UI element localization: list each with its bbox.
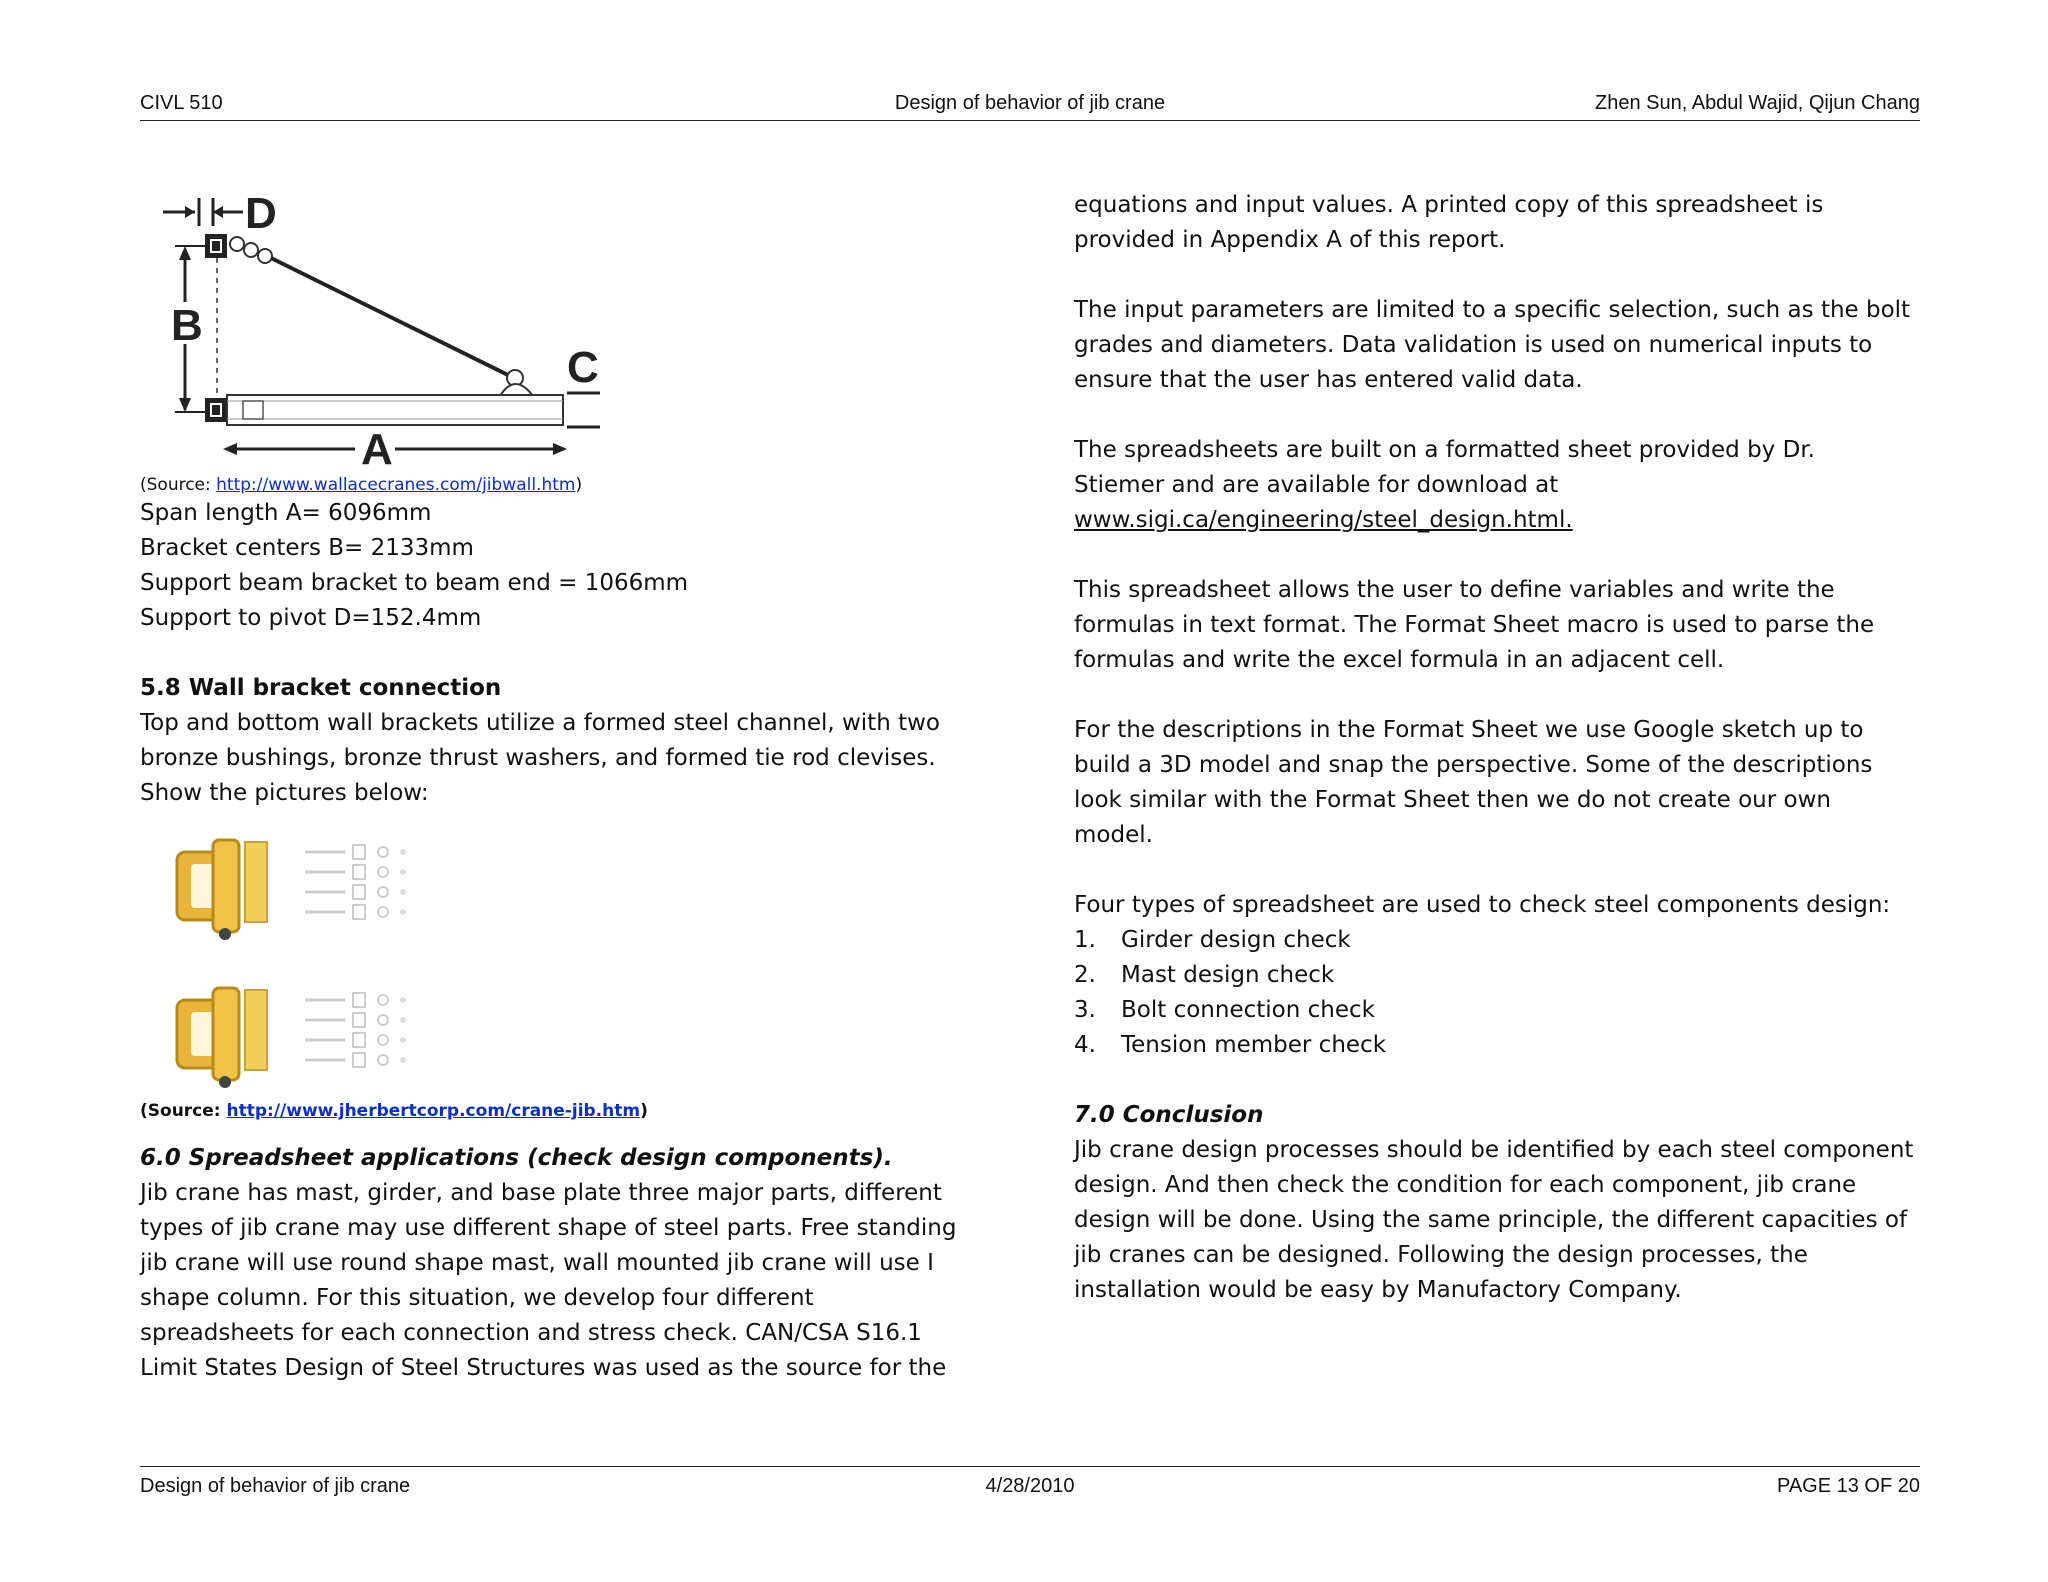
section-60-line: spreadsheets for each connection and stress check. CAN/CSA S16.1 xyxy=(140,1320,922,1346)
bracket-photo-top xyxy=(177,840,406,940)
header-authors: Zhen Sun, Abdul Wajid, Qijun Chang xyxy=(1594,92,1920,114)
right-para3-line: The spreadsheets are built on a formatted sheet provided by Dr. xyxy=(1074,437,1815,463)
header-title: Design of behavior of jib crane xyxy=(894,92,1166,114)
right-para1-line: provided in Appendix A of this report. xyxy=(1074,227,1506,253)
right-para2-line: ensure that the user has entered valid data. xyxy=(1074,367,1583,393)
left-column xyxy=(140,474,970,811)
page-header xyxy=(140,92,1920,121)
section-60-line: shape column. For this situation, we develop four different xyxy=(140,1285,814,1311)
right-para2-line: grades and diameters. Data validation is used on numerical inputs to xyxy=(1074,332,1873,358)
list-item: 3. Bolt connection check xyxy=(1074,997,1375,1023)
conclusion-line: jib cranes can be designed. Following the design processes, the xyxy=(1074,1242,1808,1268)
conclusion-heading: 7.0 Conclusion xyxy=(1074,1102,1264,1128)
header-course: CIVL 510 xyxy=(140,92,223,114)
section-58-line: Show the pictures below: xyxy=(140,780,429,806)
right-para4-line: This spreadsheet allows the user to define variables and write the xyxy=(1074,577,1835,603)
figure2-source-link[interactable]: http://www.jherbertcorp.com/crane-jib.htm xyxy=(226,1101,641,1121)
section-60-heading: 6.0 Spreadsheet applications (check design components). xyxy=(140,1145,893,1171)
section-58-line: bronze bushings, bronze thrust washers, and formed tie rod clevises. xyxy=(140,745,936,771)
right-para2-line: The input parameters are limited to a specific selection, such as the bolt xyxy=(1074,297,1911,323)
section-60-line: jib crane will use round shape mast, wall mounted jib crane will use I xyxy=(140,1250,934,1276)
right-para4-line: formulas in text format. The Format Sheet macro is used to parse the xyxy=(1074,612,1875,638)
right-para5-line: build a 3D model and snap the perspective. Some of the descriptions xyxy=(1074,752,1873,778)
bracket-photo-bottom xyxy=(177,988,406,1088)
section-58-line: Top and bottom wall brackets utilize a formed steel channel, with two xyxy=(140,710,940,736)
right-para3-line: Stiemer and are available for download at xyxy=(1074,472,1559,498)
section-60-line: Jib crane has mast, girder, and base plate three major parts, different xyxy=(140,1180,942,1206)
section-60-line: types of jib crane may use different shape of steel parts. Free standing xyxy=(140,1215,957,1241)
list-item: 4. Tension member check xyxy=(1074,1032,1387,1058)
left-column-lower xyxy=(140,1100,970,1386)
right-para5-line: look similar with the Format Sheet then we do not create our own xyxy=(1074,787,1831,813)
footer-page-number: PAGE 13 OF 20 xyxy=(1776,1475,1920,1497)
right-para4-line: formulas and write the excel formula in an adjacent cell. xyxy=(1074,647,1725,673)
conclusion-line: design. And then check the condition for each component, jib crane xyxy=(1074,1172,1857,1198)
label-c: C xyxy=(567,343,599,392)
dim-span-length: Span length A= 6096mm xyxy=(140,500,432,526)
dim-bracket-centers: Bracket centers B= 2133mm xyxy=(140,535,474,561)
conclusion-line: Jib crane design processes should be identified by each steel component xyxy=(1074,1137,1914,1163)
right-para5-line: For the descriptions in the Format Sheet we use Google sketch up to xyxy=(1074,717,1864,743)
figure1-source: (Source: http://www.wallacecranes.com/jibwall.htm) xyxy=(140,475,583,495)
right-para1-line: equations and input values. A printed copy of this spreadsheet is xyxy=(1074,192,1824,218)
label-d: D xyxy=(245,190,277,238)
dim-bracket-to-end: Support beam bracket to beam end = 1066mm xyxy=(140,570,689,596)
conclusion-line: design will be done. Using the same principle, the different capacities of xyxy=(1074,1207,1908,1233)
wall-bracket-photos xyxy=(165,830,445,1105)
figure1-source-link[interactable]: http://www.wallacecranes.com/jibwall.htm xyxy=(216,475,576,495)
jib-crane-diagram xyxy=(155,190,645,465)
figure2-source: (Source: http://www.jherbertcorp.com/crane-jib.htm) xyxy=(140,1101,648,1121)
footer-title: Design of behavior of jib crane xyxy=(140,1475,411,1497)
section-58-heading: 5.8 Wall bracket connection xyxy=(140,675,502,701)
list-intro: Four types of spreadsheet are used to check steel components design: xyxy=(1074,892,1891,918)
section-60-line: Limit States Design of Steel Structures was used as the source for the xyxy=(140,1355,947,1381)
conclusion-line: installation would be easy by Manufactory Company. xyxy=(1074,1277,1682,1303)
list-item: 2. Mast design check xyxy=(1074,962,1335,988)
dim-support-to-pivot: Support to pivot D=152.4mm xyxy=(140,605,482,631)
label-a: A xyxy=(361,425,393,465)
list-item: 1. Girder design check xyxy=(1074,927,1351,953)
label-b: B xyxy=(171,301,203,350)
page-footer xyxy=(140,1466,1920,1505)
download-link[interactable]: www.sigi.ca/engineering/steel_design.html. xyxy=(1074,507,1573,533)
footer-date: 4/28/2010 xyxy=(985,1475,1075,1497)
right-column xyxy=(1074,188,1924,1308)
right-para5-line: model. xyxy=(1074,822,1153,848)
